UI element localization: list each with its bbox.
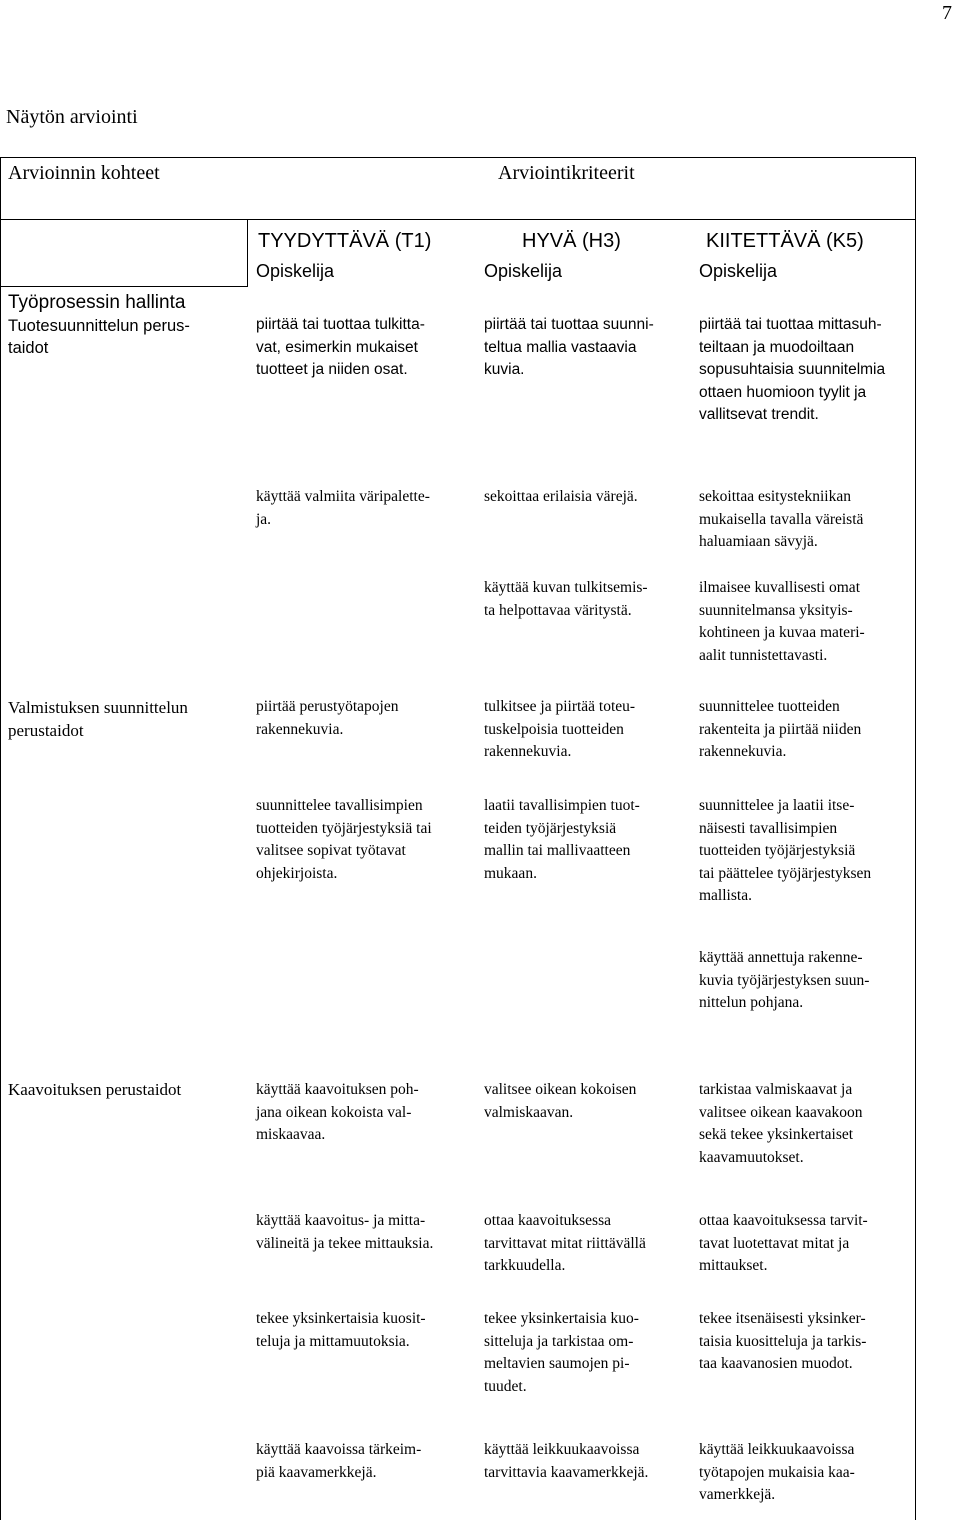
table-border-left — [0, 157, 1, 1520]
s1-r1-excellent: piirtää tai tuottaa mittasuh- teiltaan ja muodoiltaan sopusuhtaisia suunnitelmia ottaen huomioon tyylit ja vallitsevat trendit. — [699, 316, 886, 424]
s2-r2-good: laatii tavallisimpien tuot- teiden työjärjestyksiä mallin tai mallivaatteen mukaan. — [484, 797, 640, 882]
s2-r1-excellent: suunnittelee tuotteiden rakenteita ja piirtää niiden rakennekuvia. — [699, 698, 862, 761]
s1-r1-satisfactory: piirtää tai tuottaa tulkitta- vat, esimerkin mukaiset tuotteet ja niiden osat. — [256, 316, 425, 379]
s3-r4-excellent: käyttää leikkuukaavoissa työtapojen mukaisia kaa- vamerkkejä. — [699, 1441, 855, 1504]
s1-r2-good: sekoittaa erilaisia värejä. — [484, 488, 638, 505]
s2-r3-excellent: käyttää annettuja rakenne- kuvia työjärjestyksen suun- nittelun pohjana. — [699, 949, 870, 1012]
s2-r2-satisfactory: suunnittelee tavallisimpien tuotteiden työjärjestyksiä tai valitsee sopivat työtavat ohjekirjoista. — [256, 797, 432, 882]
s2-r1-good: tulkitsee ja piirtää toteu- tuskelpoisia tuotteiden rakennekuvia. — [484, 698, 636, 761]
s3-r4-good: käyttää leikkuukaavoissa tarvittavia kaavamerkkejä. — [484, 1441, 649, 1481]
s3-r3-good: tekee yksinkertaisia kuo- sitteluja ja tarkistaa om- meltavien saumojen pi- tuudet. — [484, 1310, 639, 1395]
section-title-production-planning: Valmistuksen suunnittelun perustaidot — [8, 698, 188, 740]
s1-r2-satisfactory: käyttää valmiita väripalette- ja. — [256, 488, 430, 528]
actor-label-t1: Opiskelija — [256, 261, 335, 281]
level-excellent: KIITETTÄVÄ (K5) — [706, 230, 864, 252]
s3-r1-good: valitsee oikean kokoisen valmiskaavan. — [484, 1081, 637, 1121]
s3-r1-excellent: tarkistaa valmiskaavat ja valitsee oikean kaavakoon sekä tekee yksinkertaiset kaavamuutokset. — [699, 1081, 863, 1166]
s3-r3-satisfactory: tekee yksinkertaisia kuosit- teluja ja mittamuutoksia. — [256, 1310, 426, 1350]
section-subtitle-product-design: Tuotesuunnittelun perus- taidot — [8, 317, 190, 357]
column-header-criteria: Arviointikriteerit — [498, 162, 635, 184]
level-good: HYVÄ (H3) — [522, 230, 621, 252]
table-header-divider — [0, 219, 916, 220]
actor-label-h3: Opiskelija — [484, 261, 563, 281]
table-column-divider — [247, 219, 248, 286]
table-subheader-divider — [0, 286, 248, 287]
s3-r4-satisfactory: käyttää kaavoissa tärkeim- piä kaavamerkkejä. — [256, 1441, 422, 1481]
s3-r3-excellent: tekee itsenäisesti yksinker- taisia kuositteluja ja tarkis- taa kaavanosien muodot. — [699, 1310, 867, 1373]
page-number: 7 — [942, 2, 952, 24]
s2-r1-satisfactory: piirtää perustyötapojen rakennekuvia. — [256, 698, 399, 738]
s2-r2-excellent: suunnittelee ja laatii itse- näisesti tavallisimpien tuotteiden työjärjestyksiä tai päättelee työjärjestyksen mallista. — [699, 797, 872, 905]
s1-r3-good: käyttää kuvan tulkitsemis- ta helpottavaa väritystä. — [484, 579, 648, 619]
section-title-work-process: Työprosessin hallinta — [8, 292, 186, 313]
table-border-top — [0, 157, 916, 158]
column-header-targets: Arvioinnin kohteet — [8, 162, 160, 184]
document-title: Näytön arviointi — [6, 106, 138, 128]
level-satisfactory: TYYDYTTÄVÄ (T1) — [258, 230, 432, 252]
s3-r2-satisfactory: käyttää kaavoitus- ja mitta- välineitä ja tekee mittauksia. — [256, 1212, 434, 1252]
s1-r1-good: piirtää tai tuottaa suunni- teltua mallia vastaavia kuvia. — [484, 316, 654, 379]
s3-r2-excellent: ottaa kaavoituksessa tarvit- tavat luotettavat mitat ja mittaukset. — [699, 1212, 868, 1275]
section-title-pattern-making: Kaavoituksen perustaidot — [8, 1080, 182, 1099]
s3-r1-satisfactory: käyttää kaavoituksen poh- jana oikean kokoista val- miskaavaa. — [256, 1081, 419, 1144]
s1-r2-excellent: sekoittaa esitystekniikan mukaisella tavalla väreistä haluamiaan sävyjä. — [699, 488, 864, 551]
actor-label-k5: Opiskelija — [699, 261, 778, 281]
s3-r2-good: ottaa kaavoituksessa tarvittavat mitat riittävällä tarkkuudella. — [484, 1212, 646, 1275]
s1-r3-excellent: ilmaisee kuvallisesti omat suunnitelmansa yksityis- kohtineen ja kuvaa materi- aalit tunnistettavasti. — [699, 579, 865, 664]
